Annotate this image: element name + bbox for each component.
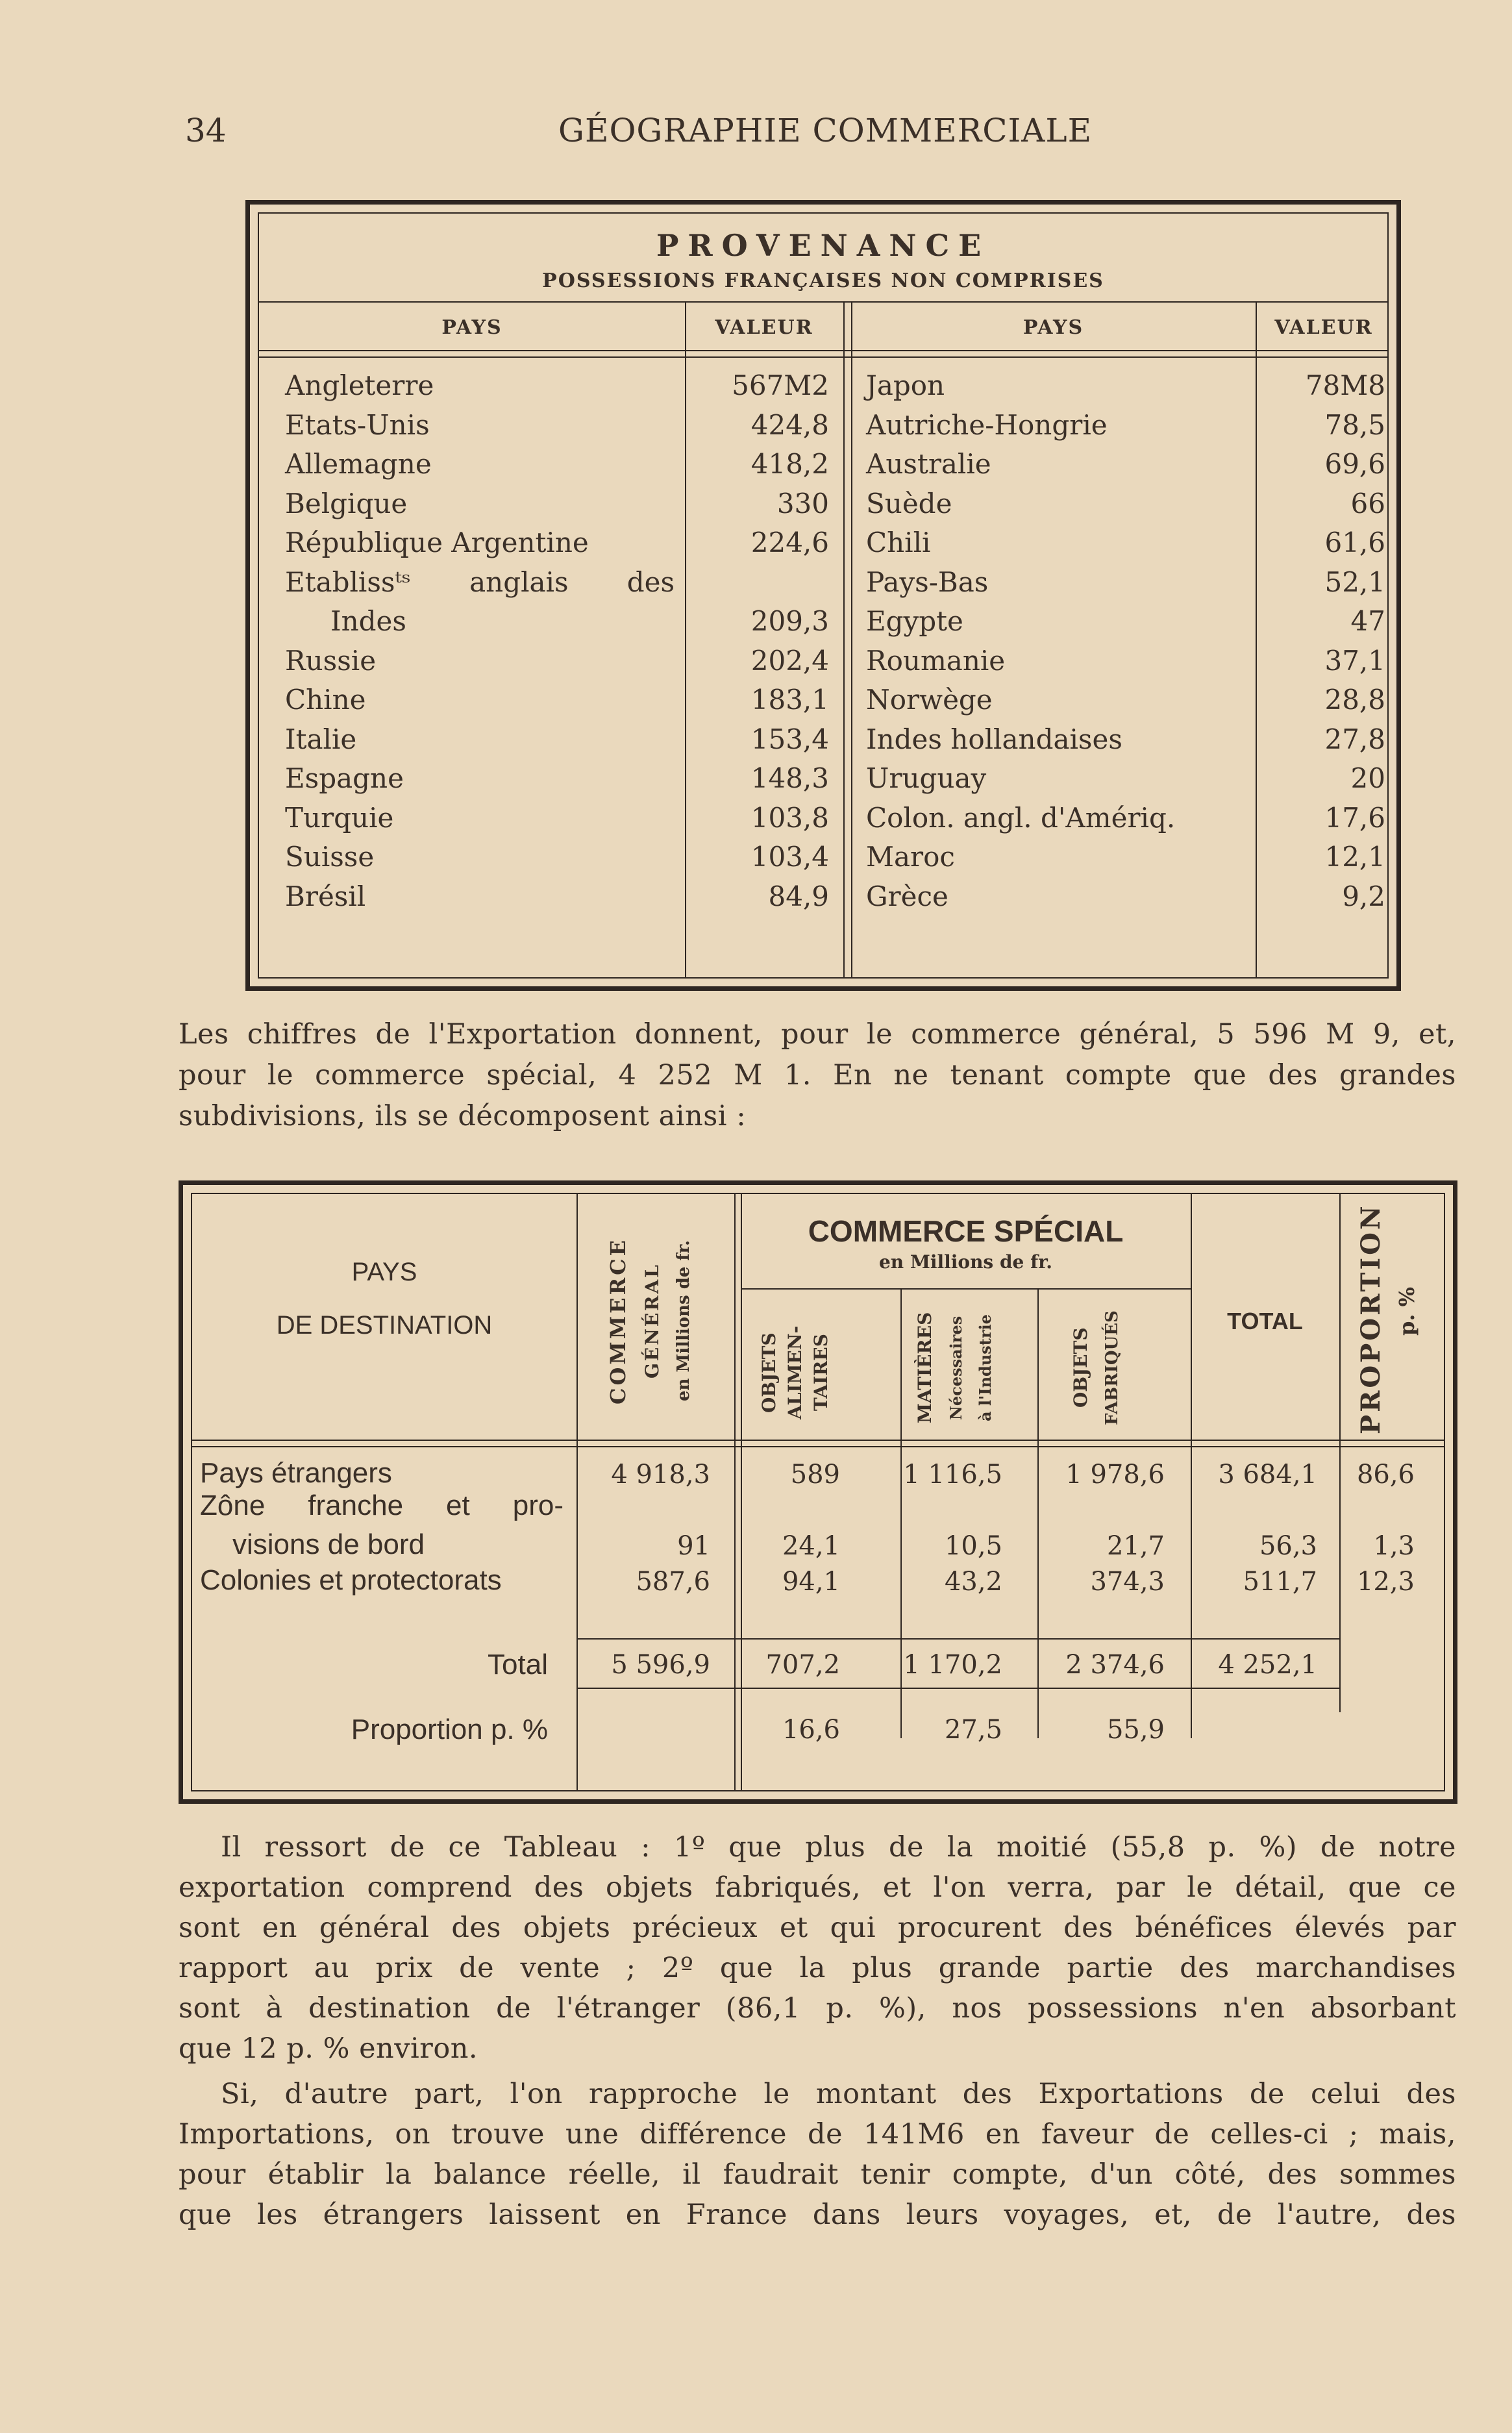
row-right-pays: Autriche-Hongrie <box>866 408 1108 441</box>
running-title: GÉOGRAPHIE COMMERCIALE <box>558 112 1093 149</box>
row-right-valeur: 9,2 <box>1342 880 1385 912</box>
header-fabriques: FABRIQUÉS <box>1102 1310 1122 1425</box>
row-value-prop: 12,3 <box>1356 1567 1415 1597</box>
row-left-pays: Brésil <box>285 880 366 912</box>
total-value-fab: 2 374,6 <box>1065 1650 1165 1680</box>
paragraph2-line: Il ressort de ce Tableau : 1º que plus de la moitié (55,8 p. %) de notre <box>221 1831 1456 1864</box>
header-special-sub: en Millions de fr. <box>878 1251 1053 1273</box>
header-objets-2: OBJETS <box>1070 1327 1091 1408</box>
row-right-pays: Pays-Bas <box>866 566 989 598</box>
row-left-pays: Italie <box>285 723 357 755</box>
row-left-valeur: 153,4 <box>750 723 829 755</box>
row-left-pays: Etablissᵗˢ anglais des <box>285 566 675 598</box>
row-right-valeur: 17,6 <box>1324 801 1385 834</box>
row-left-valeur: 202,4 <box>750 644 829 677</box>
row-right-valeur: 66 <box>1350 487 1385 519</box>
proportion-value-alim: 16,6 <box>782 1715 840 1745</box>
row-label: Zône franche et pro- <box>200 1490 564 1521</box>
row-left-pays: Chine <box>285 684 366 716</box>
header-valeur-left: VALEUR <box>715 316 813 339</box>
row-value-prop: 86,6 <box>1356 1460 1415 1490</box>
row-right-pays: Maroc <box>866 841 955 873</box>
row-left-pays: Allemagne <box>285 448 432 480</box>
proportion-label: Proportion p. % <box>351 1714 548 1745</box>
header-commerce: COMMERCE <box>606 1237 630 1404</box>
paragraph3-line: pour établir la balance réelle, il faudrait tenir compte, d'un côté, des sommes <box>179 2158 1456 2191</box>
paragraph2-line: sont à destination de l'étranger (86,1 p. %), nos possessions n'en absorbant <box>179 1992 1456 2025</box>
proportion-value-fab: 55,9 <box>1106 1715 1165 1745</box>
row-right-valeur: 52,1 <box>1324 566 1385 598</box>
row-right-pays: Japon <box>866 369 945 401</box>
paragraph3-line: que les étrangers laissent en France dans leurs voyages, et, de l'autre, des <box>179 2199 1456 2231</box>
row-right-pays: Roumanie <box>866 644 1006 677</box>
row-label: Colonies et protectorats <box>200 1564 502 1596</box>
header-millions: en Millions de fr. <box>674 1240 693 1402</box>
header-taires: TAIRES <box>810 1334 832 1412</box>
row-right-pays: Uruguay <box>866 762 987 794</box>
row-value-total: 3 684,1 <box>1218 1460 1317 1490</box>
header-proportion: PROPORTION <box>1356 1203 1386 1434</box>
row-left-valeur: 418,2 <box>750 448 829 480</box>
row-right-pays: Egypte <box>866 605 963 637</box>
paragraph2-line: que 12 p. % environ. <box>179 2032 478 2065</box>
header-pays: PAYS <box>351 1258 417 1286</box>
row-right-valeur: 27,8 <box>1324 723 1385 755</box>
row-left-pays: Etats-Unis <box>285 408 430 441</box>
row-left-valeur: 183,1 <box>750 684 829 716</box>
provenance-title: PROVENANCE <box>656 228 991 263</box>
row-left-pays: Suisse <box>285 841 375 873</box>
header-commerce-special: COMMERCE SPÉCIAL <box>808 1214 1124 1248</box>
page-number: 34 <box>185 112 227 149</box>
proportion-value-mat: 27,5 <box>944 1715 1002 1745</box>
paragraph3-line: Si, d'autre part, l'on rapproche le montant des Exportations de celui des <box>221 2078 1456 2110</box>
row-value-general: 91 <box>677 1531 710 1561</box>
destination-table <box>179 1180 1457 1804</box>
row-right-pays: Norwège <box>866 684 993 716</box>
row-left-valeur: 224,6 <box>750 527 829 558</box>
row-value-fab: 1 978,6 <box>1065 1460 1165 1490</box>
row-left-valeur: 209,3 <box>750 605 829 637</box>
row-left-pays: Russie <box>285 644 377 677</box>
header-total: TOTAL <box>1227 1308 1303 1334</box>
row-value-prop: 1,3 <box>1373 1531 1415 1561</box>
row-value-general: 587,6 <box>636 1567 710 1597</box>
row-left-valeur: 424,8 <box>750 408 829 441</box>
row-right-valeur: 69,6 <box>1324 448 1385 480</box>
row-right-pays: Grèce <box>866 880 948 912</box>
header-pays-right: PAYS <box>1022 316 1084 339</box>
header-general: GÉNÉRAL <box>641 1263 663 1379</box>
row-value-alim: 24,1 <box>782 1531 840 1561</box>
paragraph1-line: pour le commerce spécial, 4 252 M 1. En ne tenant compte que des grandes <box>179 1059 1456 1092</box>
row-right-valeur: 61,6 <box>1324 527 1385 558</box>
row-value-total: 511,7 <box>1243 1567 1317 1597</box>
total-label: Total <box>488 1649 548 1680</box>
row-right-valeur: 78,5 <box>1324 408 1385 441</box>
paragraph2-line: rapport au prix de vente ; 2º que la plus grande partie des marchandises <box>179 1952 1456 1984</box>
header-proportion-pct: p. % <box>1394 1286 1419 1336</box>
row-left-pays: Turquie <box>285 801 394 834</box>
total-value-mat: 1 170,2 <box>903 1650 1002 1680</box>
paragraph2-line: exportation comprend des objets fabriqués, et l'on verra, par le détail, que ce <box>179 1871 1456 1904</box>
paragraph2-line: sont en général des objets précieux et qui procurent des bénéfices élevés par <box>179 1912 1456 1944</box>
header-matieres: MATIÈRES <box>914 1312 936 1424</box>
header-alimen: ALIMEN- <box>784 1325 806 1420</box>
provenance-table <box>245 200 1401 991</box>
row-right-valeur: 12,1 <box>1324 841 1385 873</box>
row-left-pays: Espagne <box>285 762 404 794</box>
row-right-valeur: 37,1 <box>1324 644 1385 677</box>
row-left-valeur: 103,8 <box>750 801 829 834</box>
row-left-valeur: 103,4 <box>750 841 829 873</box>
row-left-pays: Angleterre <box>285 369 434 401</box>
header-objets-1: OBJETS <box>758 1332 780 1413</box>
row-right-pays: Indes hollandaises <box>866 723 1122 755</box>
row-left-valeur: 567M2 <box>732 369 829 401</box>
header-necessaires: Nécessaires <box>947 1316 965 1420</box>
row-right-pays: Colon. angl. d'Amériq. <box>866 801 1176 834</box>
total-value-alim: 707,2 <box>765 1650 840 1680</box>
row-value-mat: 1 116,5 <box>903 1460 1002 1490</box>
row-value-fab: 374,3 <box>1090 1567 1165 1597</box>
row-value-mat: 43,2 <box>944 1567 1002 1597</box>
row-left-valeur: 148,3 <box>750 762 829 794</box>
row-left-valeur: 84,9 <box>768 880 829 912</box>
row-left-pays: Belgique <box>285 487 408 519</box>
row-right-pays: Chili <box>866 527 931 558</box>
paragraph1-line: subdivisions, ils se décomposent ainsi : <box>179 1100 747 1132</box>
row-value-mat: 10,5 <box>944 1531 1002 1561</box>
paragraph3-line: Importations, on trouve une différence de 141M6 en faveur de celles-ci ; mais, <box>179 2118 1456 2151</box>
row-left-pays: République Argentine <box>285 527 589 558</box>
header-destination: DE DESTINATION <box>276 1311 493 1340</box>
paragraph1-line: Les chiffres de l'Exportation donnent, pour le commerce général, 5 596 M 9, et, <box>179 1018 1456 1051</box>
header-industrie: à l'Industrie <box>976 1314 995 1421</box>
row-right-valeur: 28,8 <box>1324 684 1385 716</box>
row-value-general: 4 918,3 <box>611 1460 710 1490</box>
row-label: visions de bord <box>232 1528 425 1560</box>
row-right-pays: Suède <box>866 487 952 519</box>
row-value-alim: 94,1 <box>782 1567 840 1597</box>
row-left-valeur: 330 <box>776 487 829 519</box>
header-pays-left: PAYS <box>441 316 502 339</box>
row-label: Pays étrangers <box>200 1457 392 1489</box>
row-value-total: 56,3 <box>1259 1531 1317 1561</box>
row-right-valeur: 20 <box>1350 762 1385 794</box>
provenance-subtitle: POSSESSIONS FRANÇAISES NON COMPRISES <box>542 269 1104 292</box>
row-right-valeur: 47 <box>1350 605 1385 637</box>
row-value-fab: 21,7 <box>1106 1531 1165 1561</box>
row-right-valeur: 78M8 <box>1305 369 1385 401</box>
total-value-general: 5 596,9 <box>611 1650 710 1680</box>
header-valeur-right: VALEUR <box>1274 316 1373 339</box>
row-right-pays: Australie <box>866 448 991 480</box>
row-value-alim: 589 <box>790 1460 840 1490</box>
row-left-pays: Indes <box>330 605 406 637</box>
total-value-total: 4 252,1 <box>1218 1650 1317 1680</box>
